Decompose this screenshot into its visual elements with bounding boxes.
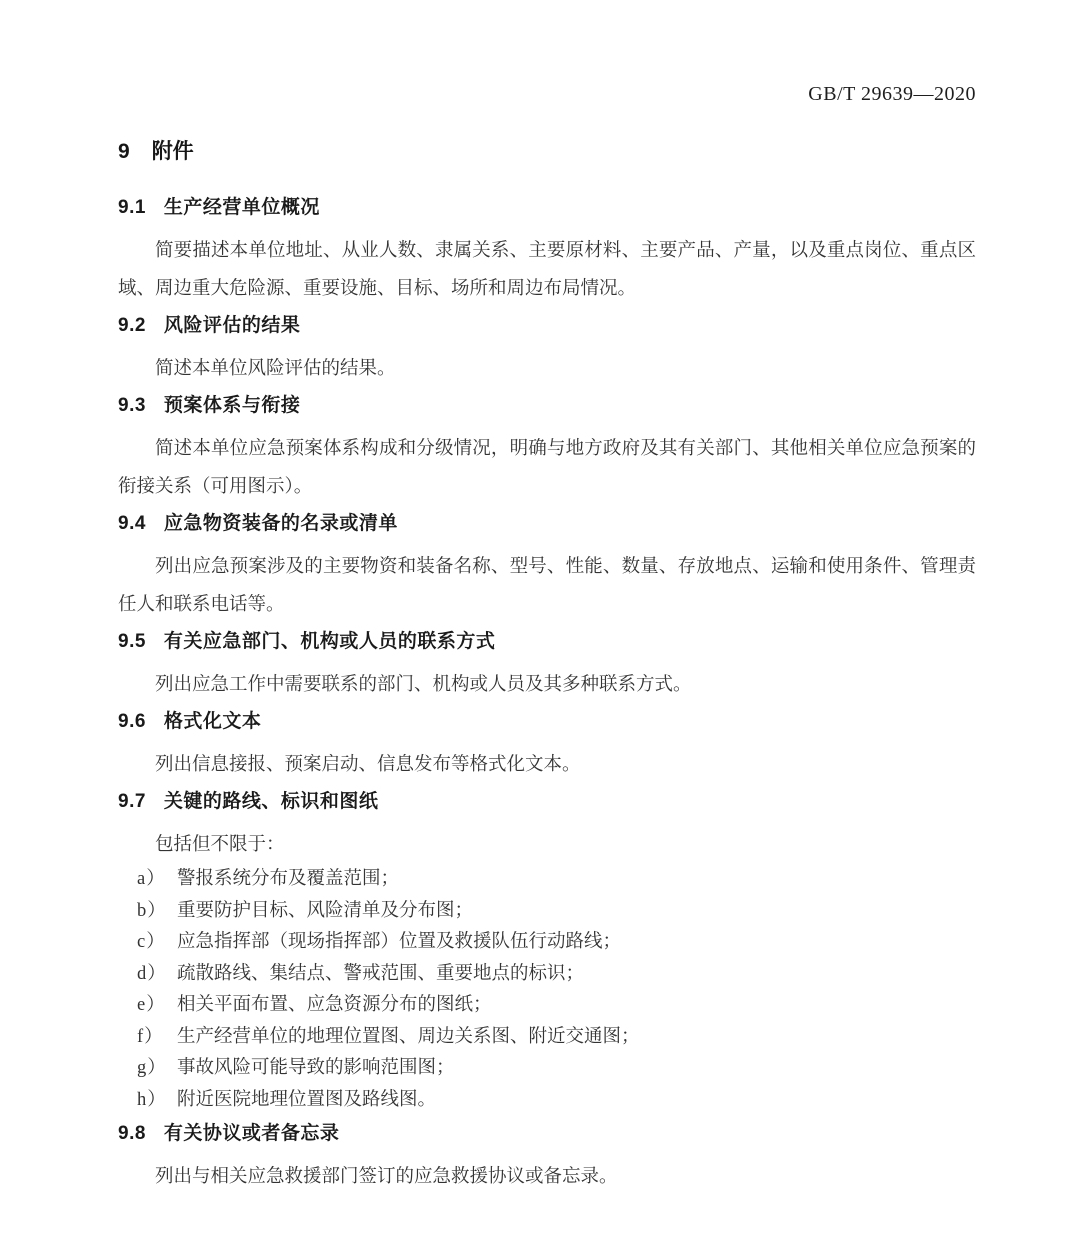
paragraph: 列出与相关应急救援部门签订的应急救援协议或备忘录。 <box>155 1167 618 1187</box>
section-heading <box>118 314 976 338</box>
standard-number-header: GB/T 29639—2020 <box>808 83 976 105</box>
section-heading <box>118 196 976 220</box>
section-number: 9.1 <box>118 197 146 218</box>
section-heading <box>118 630 976 654</box>
list-item-text: 事故风险可能导致的影响范围图； <box>177 1058 455 1078</box>
section-title: 风险评估的结果 <box>163 315 301 336</box>
section-number: 9.3 <box>118 395 146 416</box>
paragraph: 包括但不限于： <box>155 835 285 855</box>
section-title: 格式化文本 <box>163 711 262 732</box>
list-marker: a） <box>137 869 166 889</box>
list-item-text: 警报系统分布及覆盖范围； <box>177 869 400 889</box>
list-item <box>118 864 976 896</box>
chapter-title: 附件 <box>151 140 194 163</box>
paragraph: 简述本单位风险评估的结果。 <box>155 359 396 379</box>
section-heading <box>118 790 976 814</box>
section-number: 9.4 <box>118 513 146 534</box>
list-marker: e） <box>137 995 166 1015</box>
section-number: 9.5 <box>118 631 146 652</box>
section-title: 预案体系与衔接 <box>163 395 301 416</box>
list-item <box>118 1053 976 1085</box>
section-title: 应急物资装备的名录或清单 <box>163 513 398 534</box>
section-number: 9.8 <box>118 1123 146 1144</box>
list-item-text: 重要防护目标、风险清单及分布图； <box>177 900 474 921</box>
list-item-text: 附近医院地理位置图及路线图。 <box>177 1089 437 1110</box>
section-heading <box>118 710 976 734</box>
list-item <box>118 927 976 959</box>
list-item <box>118 1085 976 1117</box>
list-item-text: 相关平面布置、应急资源分布的图纸； <box>177 995 492 1015</box>
list-marker: d） <box>137 963 167 984</box>
lettered-list <box>118 864 976 1116</box>
paragraph: 简要描述本单位地址、从业人数、隶属关系、主要原材料、主要产品、产量，以及重点岗位、重点区域、周边重大危险源、重要设施、目标、场所和周边布局情况。 <box>118 241 976 299</box>
section-heading <box>118 512 976 536</box>
paragraph: 列出信息接报、预案启动、信息发布等格式化文本。 <box>155 755 581 775</box>
section-number: 9.2 <box>118 315 146 336</box>
section-title: 生产经营单位概况 <box>163 197 320 218</box>
paragraph: 列出应急工作中需要联系的部门、机构或人员及其多种联系方式。 <box>155 675 692 695</box>
section-number: 9.6 <box>118 711 146 732</box>
list-item <box>118 959 976 991</box>
list-item <box>118 990 976 1022</box>
list-item <box>118 1022 976 1054</box>
list-item-text: 疏散路线、集结点、警戒范围、重要地点的标识； <box>177 963 585 984</box>
section-title: 关键的路线、标识和图纸 <box>163 791 379 812</box>
section-title: 有关应急部门、机构或人员的联系方式 <box>163 631 496 652</box>
chapter-heading <box>118 140 976 164</box>
section-number: 9.7 <box>118 791 146 812</box>
paragraph: 列出应急预案涉及的主要物资和装备名称、型号、性能、数量、存放地点、运输和使用条件、管理责任人和联系电话等。 <box>118 557 976 615</box>
section-heading <box>118 394 976 418</box>
list-item <box>118 896 976 928</box>
list-marker: h） <box>137 1089 167 1110</box>
section-title: 有关协议或者备忘录 <box>163 1123 340 1144</box>
list-item-text: 应急指挥部（现场指挥部）位置及救援队伍行动路线； <box>177 932 622 952</box>
document-body <box>118 196 976 1196</box>
list-marker: c） <box>137 932 166 952</box>
chapter-number: 9 <box>118 140 130 163</box>
list-marker: f） <box>137 1026 164 1047</box>
list-marker: b） <box>137 900 167 921</box>
list-marker: g） <box>137 1058 167 1078</box>
section-heading <box>118 1122 976 1146</box>
list-item-text: 生产经营单位的地理位置图、周边关系图、附近交通图； <box>177 1026 640 1047</box>
paragraph: 简述本单位应急预案体系构成和分级情况，明确与地方政府及其有关部门、其他相关单位应急预案的衔接关系（可用图示）。 <box>118 439 976 497</box>
